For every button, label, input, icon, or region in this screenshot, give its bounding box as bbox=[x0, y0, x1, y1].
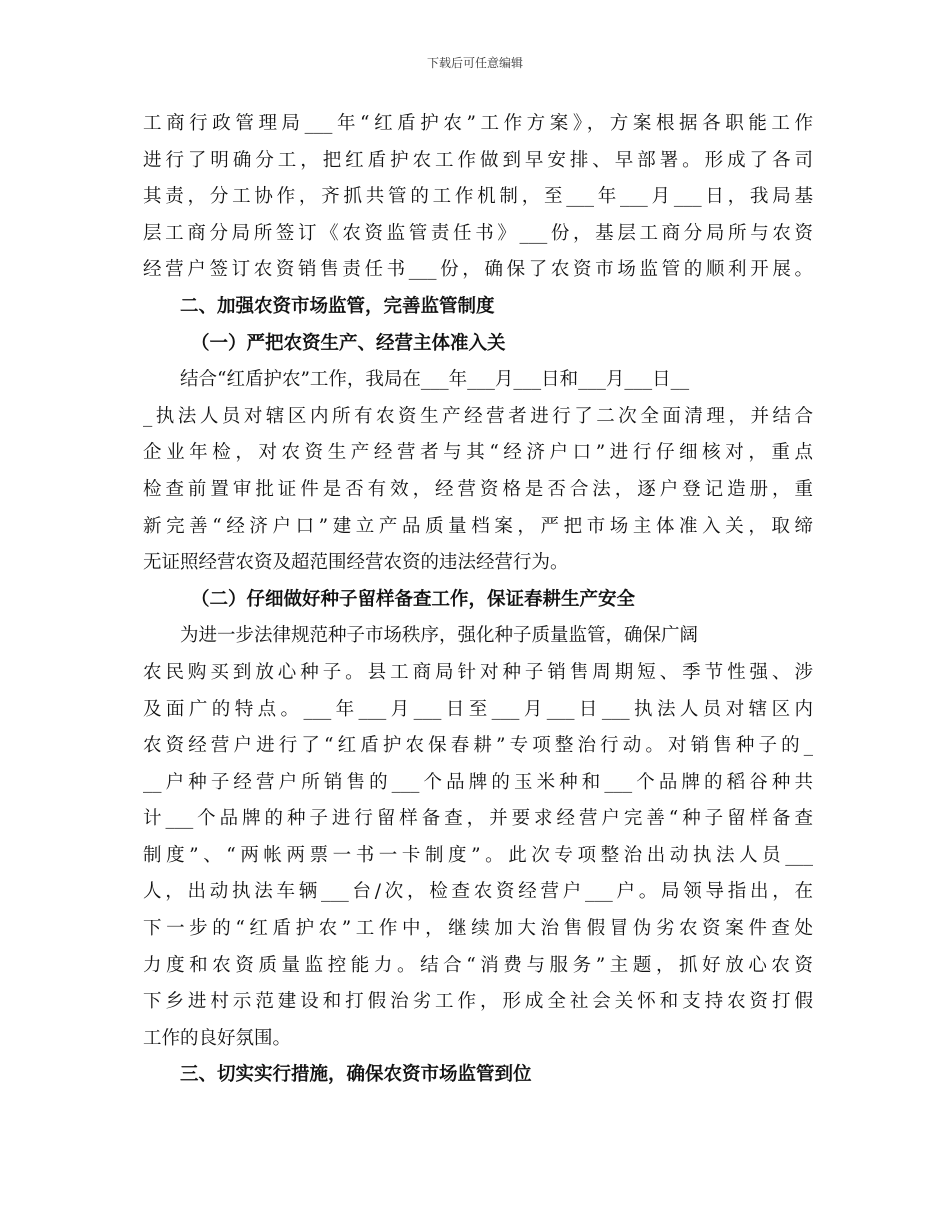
body-line: 工作的良好氛围。 bbox=[143, 1027, 292, 1049]
body-line: 下一步的“红盾护农”工作中，继续加大治售假冒伪劣农资案件查处 bbox=[143, 918, 813, 940]
body-line: 为进一步法律规范种子市场秩序，强化种子质量监管，确保广阔 bbox=[180, 625, 699, 647]
body-line: __户种子经营户所销售的___个品牌的玉米种和___个品牌的稻谷种共 bbox=[143, 771, 813, 793]
body-line: 新完善“经济户口”建立产品质量档案，严把市场主体准入关，取缔 bbox=[143, 515, 813, 537]
body-line: 农民购买到放心种子。县工商局针对种子销售周期短、季节性强、涉 bbox=[143, 661, 813, 683]
page-header: 下载后可任意编辑 bbox=[426, 56, 523, 70]
body-line: 力度和农资质量监控能力。结合“消费与服务”主题，抓好放心农资 bbox=[143, 954, 813, 976]
body-line: 农资经营户进行了“红盾护农保春耕”专项整治行动。对销售种子的_ bbox=[143, 735, 813, 757]
body-line: 进行了明确分工，把红盾护农工作做到早安排、早部署。形成了各司 bbox=[143, 149, 813, 171]
body-line: 经营户签订农资销售责任书___份，确保了农资市场监管的顺利开展。 bbox=[143, 259, 813, 281]
body-line: 其责，分工协作，齐抓共管的工作机制，至___年___月___日，我局基 bbox=[143, 186, 813, 208]
body-line: 无证照经营农资及超范围经营农资的违法经营行为。 bbox=[143, 552, 569, 574]
section-heading: 三、切实实行措施，确保农资市场监管到位 bbox=[180, 1064, 532, 1086]
body-line: 检查前置审批证件是否有效，经营资格是否合法，逐户登记造册，重 bbox=[143, 478, 813, 500]
body-line: 企业年检，对农资生产经营者与其“经济户口”进行仔细核对，重点 bbox=[143, 442, 813, 464]
body-line: 下乡进村示范建设和打假治劣工作，形成全社会关怀和支持农资打假 bbox=[143, 991, 813, 1013]
subsection-heading: （二）仔细做好种子留样备查工作，保证春耕生产安全 bbox=[191, 588, 636, 610]
section-heading: 二、加强农资市场监管，完善监管制度 bbox=[180, 295, 495, 317]
body-line: _执法人员对辖区内所有农资生产经营者进行了二次全面清理，并结合 bbox=[143, 405, 813, 427]
body-line: 及面广的特点。___年___月___日至___月___日___执法人员对辖区内 bbox=[143, 698, 813, 720]
body-line: 结合“红盾护农”工作，我局在___年___月___日和___月___日__ bbox=[180, 369, 690, 391]
subsection-heading: （一）严把农资生产、经营主体准入关 bbox=[191, 332, 506, 354]
document-body bbox=[143, 106, 813, 1094]
body-line: 计___个品牌的种子进行留样备查，并要求经营户完善“种子留样备查 bbox=[143, 808, 813, 830]
body-line: 人，出动执法车辆___台/次，检查农资经营户___户。局领导指出，在 bbox=[143, 881, 813, 903]
body-line: 制度”、“两帐两票一书一卡制度”。此次专项整治出动执法人员___ bbox=[143, 844, 813, 866]
body-line: 工商行政管理局___年“红盾护农”工作方案》，方案根据各职能工作 bbox=[143, 113, 813, 134]
body-line: 层工商分局所签订《农资监管责任书》___份，基层工商分局所与农资 bbox=[143, 222, 813, 244]
